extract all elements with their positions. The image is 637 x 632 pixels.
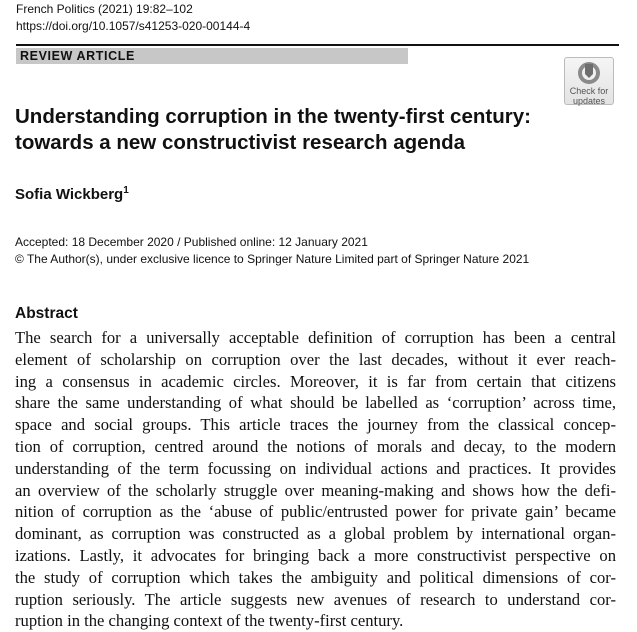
- title-line-1: Understanding corruption in the twenty-first century:: [15, 105, 531, 128]
- abstract-heading: Abstract: [15, 305, 78, 322]
- publication-dates: Accepted: 18 December 2020 / Published online: 12 January 2021: [15, 235, 368, 249]
- abstract-line: nition of corruption as the ‘abuse of public/entrusted power for private gain’ became: [15, 502, 616, 522]
- abstract-line: an overview of the scholarly struggle over meaning-making and shows how the defi-: [15, 480, 616, 500]
- abstract-line: understanding of the term focussing on individual actions and practices. It provides: [15, 458, 616, 478]
- title-line-2: towards a new constructivist research agenda: [15, 131, 466, 154]
- abstract-line: ing a consensus in academic circles. Moreover, it is far from certain that citizens: [15, 371, 616, 391]
- doi-link[interactable]: https://doi.org/10.1057/s41253-020-00144-4: [16, 18, 251, 33]
- badge-line2: updates: [572, 96, 606, 106]
- abstract-line: ruption seriously. The article suggests new avenues of research to understand cor-: [15, 589, 616, 609]
- abstract-line: The search for a universally acceptable definition of corruption has been a central: [15, 328, 616, 347]
- abstract-line: space and social groups. This article traces the journey from the classical concep-: [15, 415, 616, 435]
- abstract-line: dominant, as corruption was constructed as a global problem by international organ-: [15, 524, 616, 544]
- abstract-line: ruption in the changing context of the twenty-first century.: [15, 611, 404, 631]
- abstract-line: share the same understanding of what should be labelled as ‘corruption’ across time,: [15, 393, 616, 413]
- author-name[interactable]: Sofia Wickberg: [15, 186, 124, 203]
- abstract-line: the study of corruption which takes the ambiguity and political dimensions of cor-: [15, 567, 616, 587]
- journal-citation: French Politics (2021) 19:82–102: [16, 2, 193, 16]
- badge-line1: Check for: [569, 86, 609, 96]
- article-type-band: REVIEW ARTICLE: [16, 48, 408, 64]
- header-rule: [16, 44, 619, 46]
- affiliation-mark[interactable]: 1: [123, 185, 129, 196]
- check-for-updates-badge[interactable]: [564, 57, 614, 105]
- abstract-body: [15, 327, 616, 632]
- publication-info: [15, 234, 529, 268]
- check-for-updates-icon: [575, 60, 603, 86]
- copyright-line: © The Author(s), under exclusive licence to Springer Nature Limited part of Springer Nature 2021: [15, 252, 530, 266]
- abstract-line: tion of corruption, centred around the notions of morals and decay, to the modern: [15, 436, 616, 456]
- abstract-line: element of scholarship on corruption over the last decades, without it ever reach-: [15, 349, 616, 369]
- article-title: [15, 104, 615, 156]
- journal-meta: [16, 1, 250, 34]
- abstract-line: izations. Lastly, it advocates for bringing back a more constructivist perspective on: [15, 545, 616, 565]
- author: [15, 185, 129, 203]
